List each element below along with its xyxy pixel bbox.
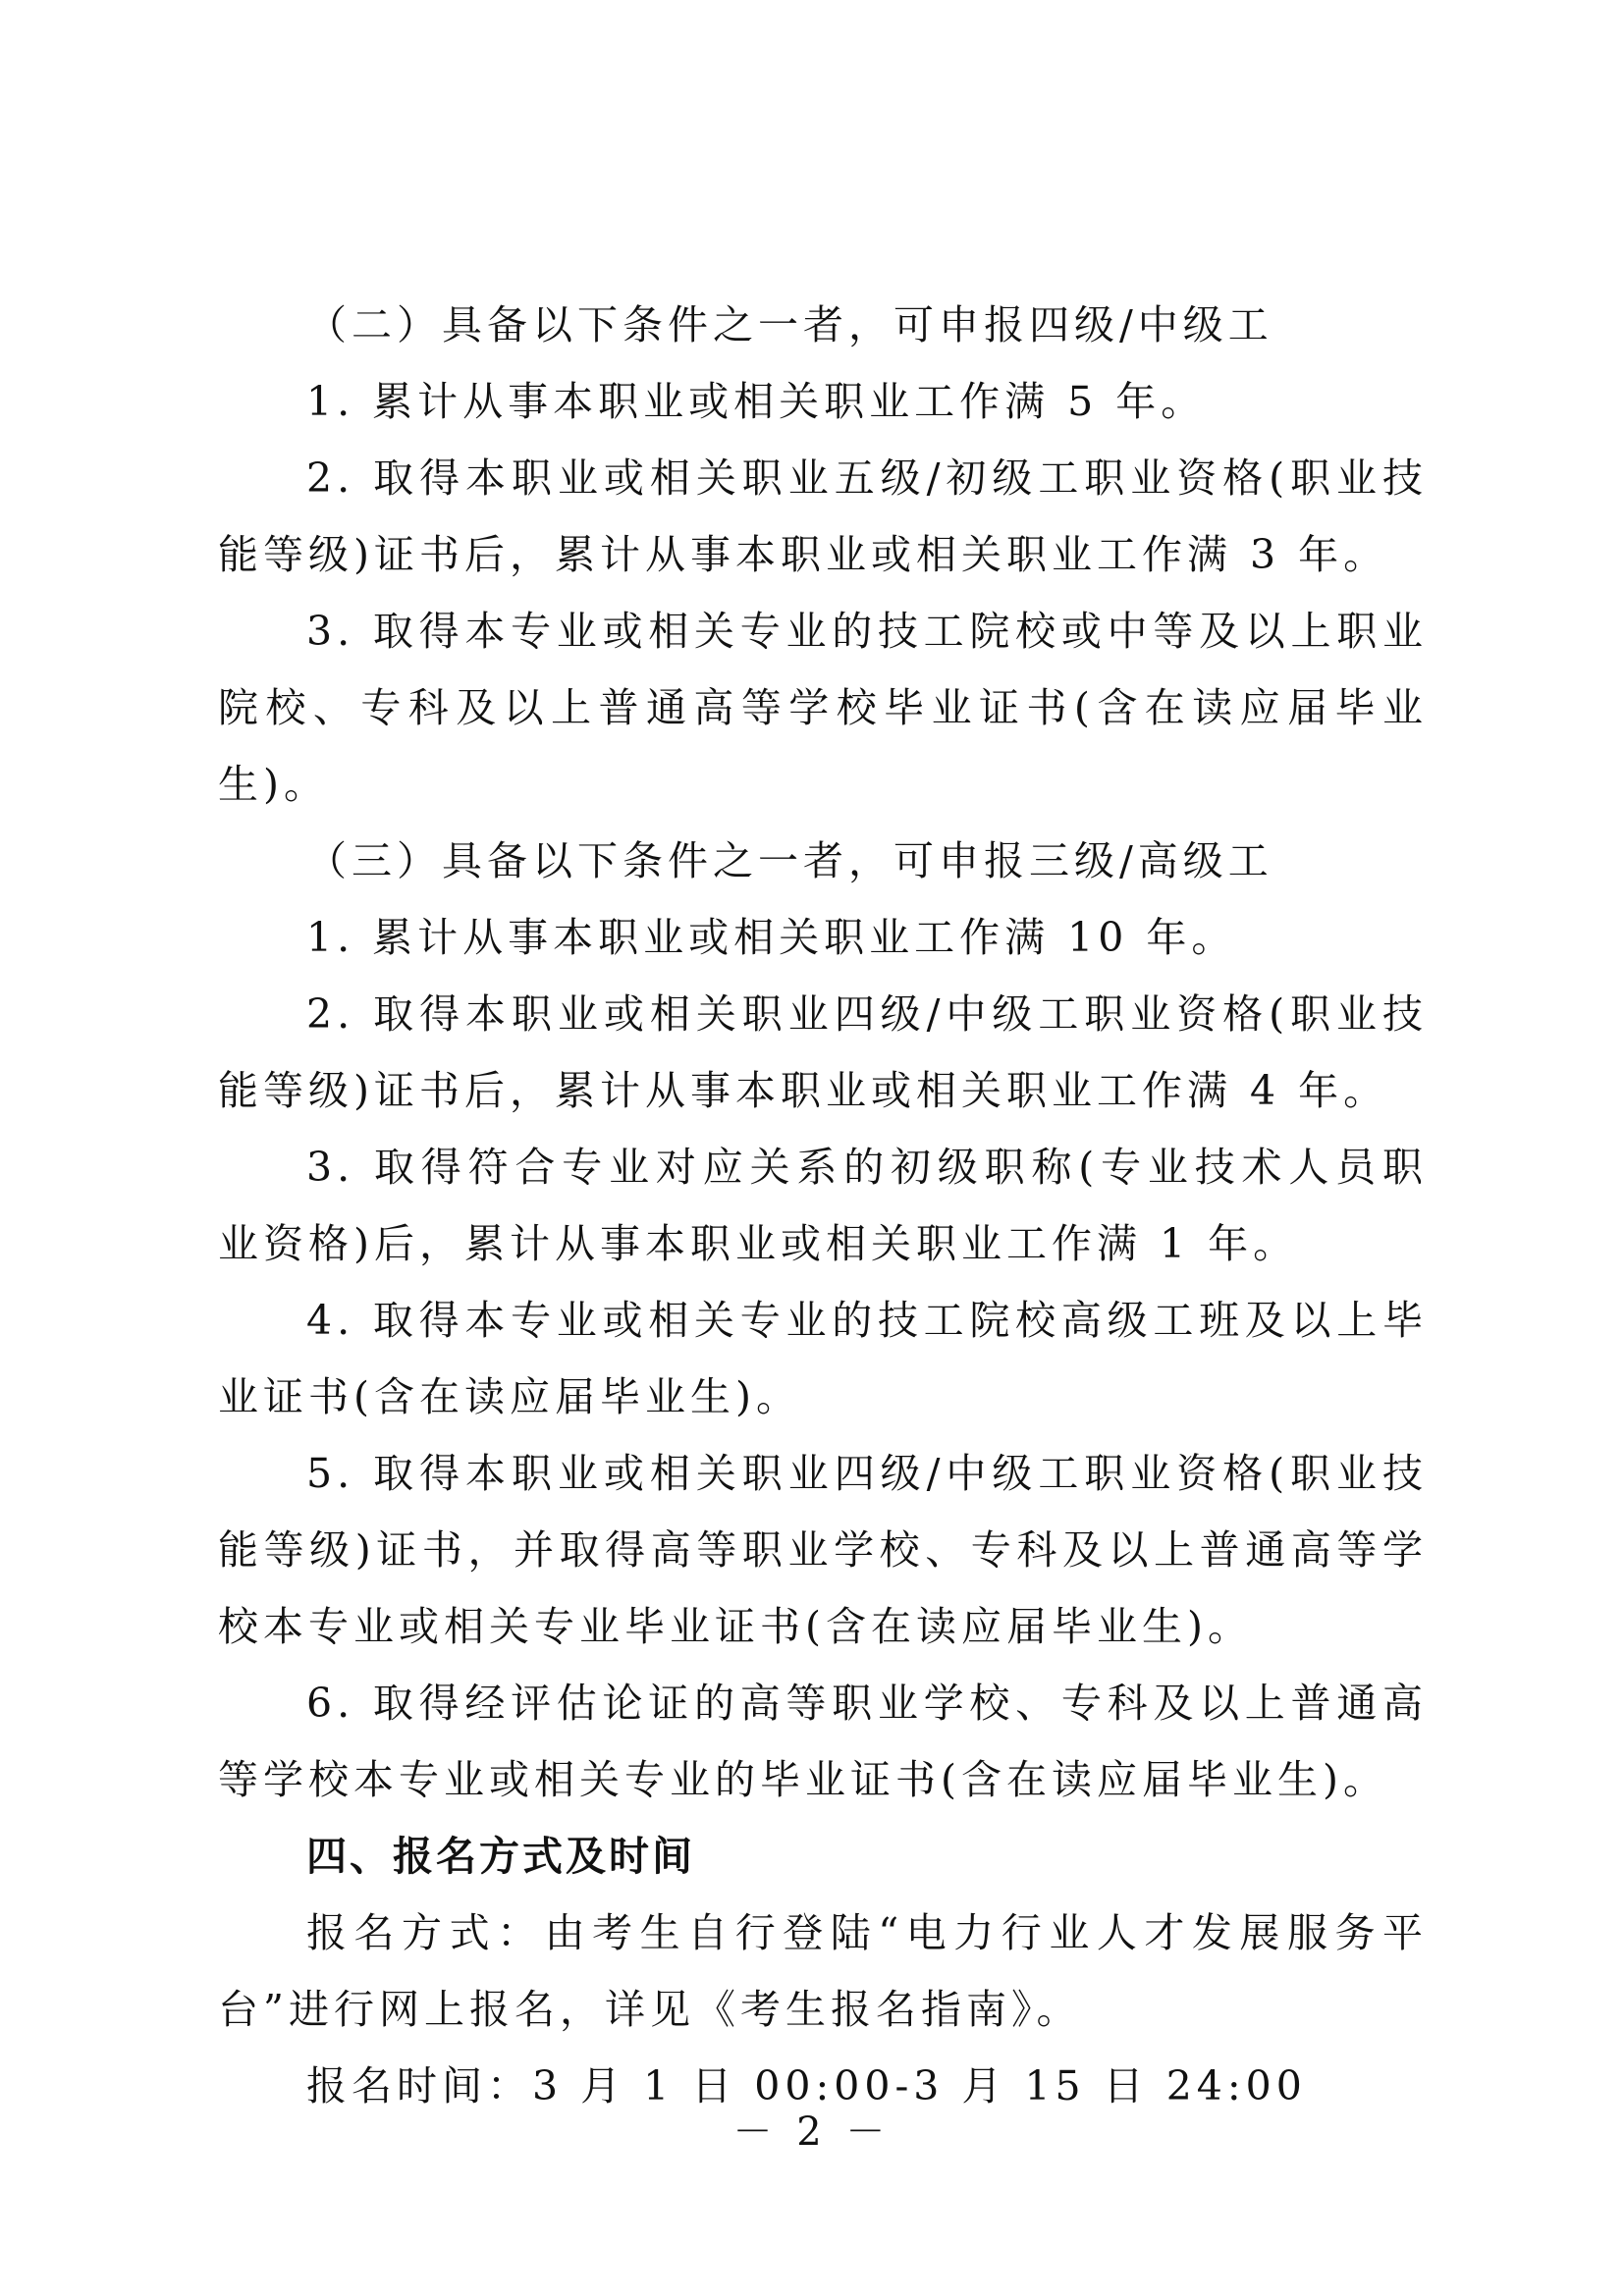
paragraph-registration-time: 报名时间：3 月 1 日 00:00-3 月 15 日 24:00 xyxy=(306,2062,1307,2109)
paragraph-3-item-3: 3. 取得符合专业对应关系的初级职称(专业技术人员职业资格)后，累计从事本职业或相关职业工作满 1 年。 xyxy=(218,1144,1428,1267)
paragraph-3-item-2: 2. 取得本职业或相关职业四级/中级工职业资格(职业技能等级)证书后，累计从事本职业或相关职业工作满 4 年。 xyxy=(218,990,1428,1114)
paragraph-2-item-3: 3. 取得本专业或相关专业的技工院校或中等及以上职业院校、专科及以上普通高等学校毕业证书(含在读应届毕业生)。 xyxy=(218,608,1428,808)
paragraph-3-item-6: 6. 取得经评估论证的高等职业学校、专科及以上普通高等学校本专业或相关专业的毕业证书(含在读应届毕业生)。 xyxy=(218,1680,1428,1803)
paragraph-3-item-4: 4. 取得本专业或相关专业的技工院校高级工班及以上毕业证书(含在读应届毕业生)。 xyxy=(218,1297,1428,1420)
paragraph-3-item-5: 5. 取得本职业或相关职业四级/中级工职业资格(职业技能等级)证书，并取得高等职业学校、专科及以上普通高等学校本专业或相关专业毕业证书(含在读应届毕业生)。 xyxy=(218,1450,1428,1650)
paragraph-2-item-1: 1. 累计从事本职业或相关职业工作满 5 年。 xyxy=(306,378,1207,425)
paragraph-section-2-title: （二）具备以下条件之一者，可申报四级/中级工 xyxy=(306,301,1273,348)
page-number: － 2 － xyxy=(732,2109,892,2155)
paragraph-3-item-1: 1. 累计从事本职业或相关职业工作满 10 年。 xyxy=(306,914,1237,961)
section-heading-registration: 四、报名方式及时间 xyxy=(306,1833,695,1880)
paragraph-section-3-title: （三）具备以下条件之一者，可申报三级/高级工 xyxy=(306,837,1273,884)
paragraph-2-item-2: 2. 取得本职业或相关职业五级/初级工职业资格(职业技能等级)证书后，累计从事本职业或相关职业工作满 3 年。 xyxy=(218,454,1428,578)
paragraph-registration-method: 报名方式：由考生自行登陆“电力行业人才发展服务平台”进行网上报名，详见《考生报名指南》。 xyxy=(218,1909,1428,2033)
document-body xyxy=(218,287,1428,2124)
